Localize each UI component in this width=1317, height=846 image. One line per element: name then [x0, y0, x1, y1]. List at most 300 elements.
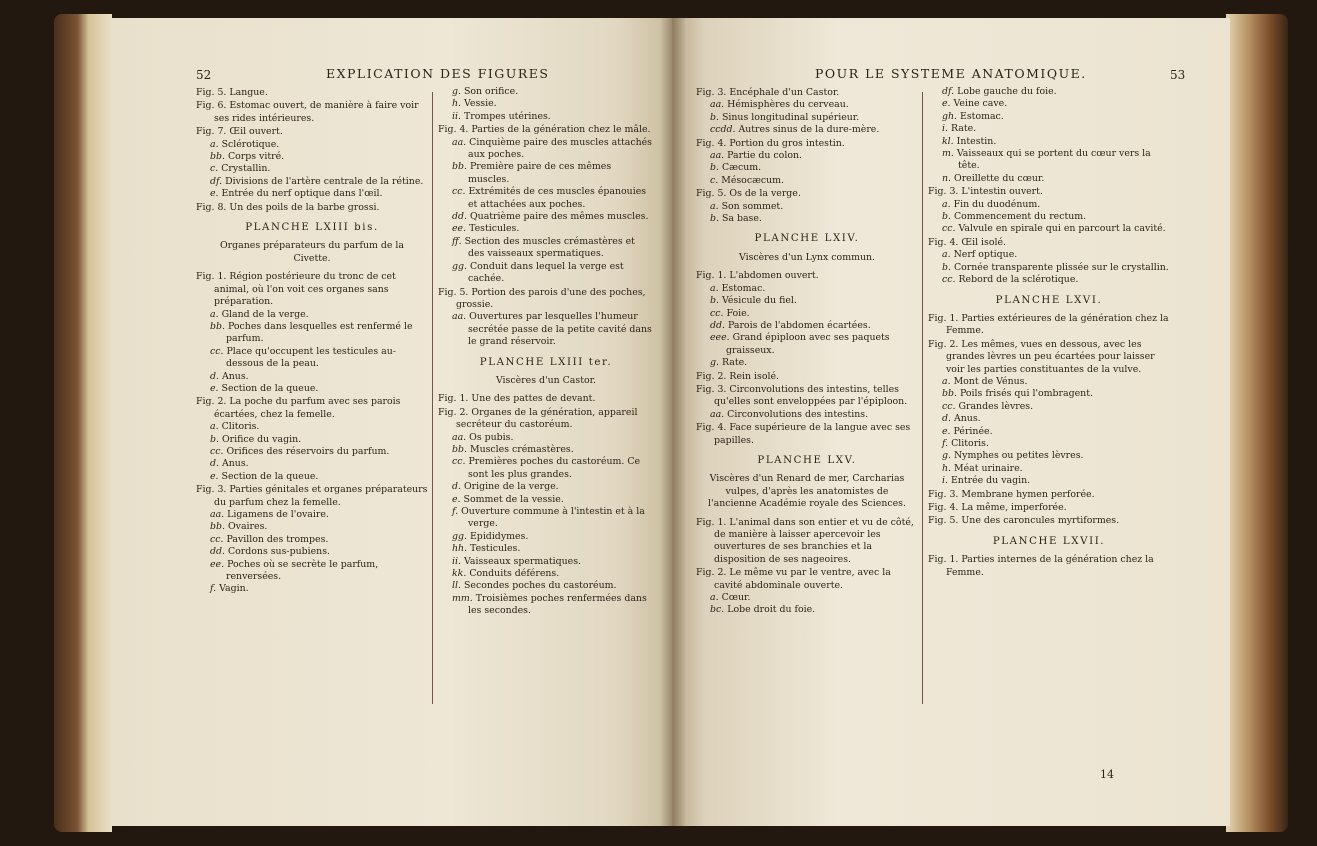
figure-label: Fig. 2. [438, 406, 469, 418]
legend-letter: d. [210, 370, 219, 382]
planche-heading: PLANCHE LXIV. [754, 233, 860, 245]
legend-letter: b. [942, 261, 951, 273]
legend-entry [438, 161, 654, 186]
figure-entry [696, 188, 918, 200]
legend-entry [696, 332, 918, 357]
entry-text: Parois de l'abdomen écartées. [727, 319, 871, 331]
legend-letter: d. [210, 458, 219, 470]
entry-text: Secondes poches du castoréum. [463, 580, 617, 592]
entry-text: Foie. [726, 307, 750, 319]
entry-text: Vésicule du fiel. [721, 295, 797, 307]
legend-letter: i. [942, 123, 948, 135]
entry-text: Partie du colon. [727, 150, 802, 162]
entry-text: Divisions de l'artère centrale de la rétine. [225, 175, 424, 187]
legend-letter: cc. [210, 445, 224, 457]
legend-letter: g. [710, 357, 719, 369]
entry-text: Méat urinaire. [954, 462, 1023, 474]
legend-letter: cc. [942, 400, 956, 412]
legend-letter: a. [210, 138, 219, 150]
entry-text: Cornée transparente plissée sur le crystallin. [953, 261, 1169, 273]
figure-entry [928, 313, 1170, 338]
entry-text: Son orifice. [463, 86, 519, 97]
legend-entry [928, 98, 1170, 110]
book-cover-right [1226, 14, 1288, 832]
legend-entry [438, 223, 654, 235]
legend-letter: cc. [452, 456, 466, 468]
entry-text: Parties internes de la génération chez la Femme. [946, 554, 1154, 578]
legend-letter: a. [942, 198, 951, 210]
entry-text: Pavillon des trompes. [226, 533, 329, 545]
entry-text: Cæcum. [721, 162, 762, 174]
figure-label: Fig. 3. [196, 484, 227, 496]
legend-letter: a. [710, 592, 719, 604]
entry-text: Anus. [221, 458, 249, 470]
planche-heading: PLANCHE LXV. [757, 454, 857, 466]
legend-entry [928, 376, 1170, 388]
legend-entry [696, 604, 918, 616]
legend-entry [696, 320, 918, 332]
legend-letter: ff. [452, 235, 462, 247]
legend-entry [196, 546, 428, 558]
legend-entry [696, 295, 918, 307]
legend-letter: e. [210, 470, 219, 482]
entry-text: Nerf optique. [953, 249, 1018, 261]
legend-entry [928, 199, 1170, 211]
entry-text: Poches où se secrète le parfum, renversées. [226, 558, 379, 583]
legend-entry [696, 124, 918, 136]
planche-heading: PLANCHE LXIII bis. [245, 222, 379, 234]
legend-entry [928, 388, 1170, 400]
figure-entry [438, 407, 654, 432]
entry-text: Veine cave. [953, 98, 1008, 110]
legend-letter: eee. [710, 332, 730, 344]
column-rule [922, 92, 923, 704]
entry-text: Estomac. [721, 282, 766, 294]
entry-text: Parties extérieures de la génération chez la Femme. [946, 312, 1169, 337]
entry-text: Os pubis. [469, 431, 514, 443]
legend-entry [196, 321, 428, 346]
figure-label: Fig. 7. [196, 126, 227, 138]
left-running-head: EXPLICATION DES FIGURES [326, 66, 550, 81]
entry-text: Une des pattes de devant. [471, 393, 596, 405]
entry-text: L'abdomen ouvert. [729, 270, 819, 282]
entry-text: Hémisphères du cerveau. [727, 99, 849, 111]
entry-text: Section de la queue. [221, 470, 319, 482]
figure-entry [696, 567, 918, 592]
figure-entry [196, 271, 428, 308]
entry-text: Valvule en spirale qui en parcourt la cavité. [958, 223, 1166, 235]
right-running-head: POUR LE SYSTEME ANATOMIQUE. [815, 66, 1087, 81]
legend-entry [928, 463, 1170, 475]
legend-entry [438, 236, 654, 261]
legend-entry [196, 471, 428, 483]
figure-entry [438, 393, 654, 405]
entry-text: Orifices des réservoirs du parfum. [226, 445, 390, 457]
entry-text: La poche du parfum avec ses parois écartées, chez la femelle. [214, 396, 401, 420]
planche-heading: PLANCHE LXVII. [992, 535, 1106, 547]
entry-text: Rein isolé. [729, 370, 780, 382]
column-rule [432, 92, 433, 704]
legend-letter: g. [452, 86, 461, 97]
entry-text: Commencement du rectum. [953, 211, 1087, 223]
legend-entry [928, 111, 1170, 123]
planche-heading: PLANCHE LXIII ter. [479, 356, 613, 368]
legend-letter: ee. [452, 223, 467, 235]
planche-intro: Viscères d'un Castor. [495, 374, 597, 386]
entry-text: Organes de la génération, appareil secréteur du castoréum. [456, 406, 638, 431]
entry-text: Vaisseaux qui se portent du cœur vers la tête. [956, 148, 1151, 172]
legend-letter: cc. [210, 345, 224, 357]
entry-text: Son sommet. [721, 200, 784, 212]
figure-label: Fig. 4. [928, 236, 959, 248]
legend-entry [438, 311, 654, 348]
entry-text: Circonvolutions des intestins, telles qu'elles sont enveloppées par l'épiploon. [714, 383, 908, 408]
legend-entry [438, 444, 654, 456]
entry-text: Langue. [229, 87, 268, 98]
legend-letter: hh. [452, 543, 468, 555]
entry-text: Grandes lèvres. [958, 400, 1034, 412]
legend-letter: b. [710, 162, 719, 174]
entry-text: Portion du gros intestin. [729, 137, 845, 149]
entry-text: Oreillette du cœur. [954, 172, 1045, 184]
figure-entry [928, 502, 1170, 514]
figure-label: Fig. 4. [438, 124, 469, 136]
figure-entry [696, 270, 918, 282]
legend-entry [928, 475, 1170, 487]
legend-entry [196, 188, 428, 200]
legend-entry [696, 150, 918, 162]
entry-text: Clitoris. [221, 421, 260, 433]
figure-label: Fig. 5. [696, 188, 727, 200]
legend-letter: f. [452, 506, 459, 517]
legend-entry [196, 139, 428, 151]
figure-entry [196, 100, 428, 125]
legend-entry [696, 283, 918, 295]
entry-text: Œil isolé. [961, 236, 1007, 248]
legend-letter: gh. [942, 110, 958, 122]
legend-entry [928, 262, 1170, 274]
figure-label: Fig. 4. [696, 137, 727, 149]
legend-letter: ccdd. [710, 124, 736, 136]
legend-letter: b. [210, 433, 219, 445]
legend-entry [196, 446, 428, 458]
figure-entry [696, 87, 918, 99]
planche-intro: Organes préparateurs du parfum de la Civette. [219, 240, 405, 264]
legend-entry [928, 450, 1170, 462]
figure-entry [928, 489, 1170, 501]
legend-entry [196, 371, 428, 383]
figure-label: Fig. 1. [928, 312, 959, 324]
legend-entry [928, 401, 1170, 413]
legend-entry [438, 481, 654, 493]
entry-text: L'animal dans son entier et vu de côté, de manière à laisser apercevoir les ouvertures de ses branchies et la disposition de ses nageoires. [714, 516, 914, 565]
entry-text: Anus. [221, 370, 249, 382]
legend-entry [438, 261, 654, 286]
entry-text: Lobe gauche du foie. [957, 86, 1057, 97]
figure-label: Fig. 1. [696, 270, 727, 282]
entry-text: Rebord de la sclérotique. [958, 274, 1079, 286]
entry-text: Testicules. [470, 543, 521, 555]
legend-letter: mm. [452, 592, 473, 604]
figure-label: Fig. 3. [696, 383, 727, 395]
legend-letter: cc. [942, 274, 956, 286]
entry-text: Membrane hymen perforée. [961, 488, 1095, 500]
legend-letter: bb. [210, 320, 225, 332]
legend-letter: bb. [452, 443, 467, 455]
planche-heading: PLANCHE LXVI. [995, 294, 1103, 306]
legend-letter: e. [210, 382, 219, 394]
figure-label: Fig. 3. [696, 87, 727, 98]
planche-intro: Viscères d'un Lynx commun. [738, 251, 876, 263]
entry-text: Nymphes ou petites lèvres. [953, 450, 1084, 462]
entry-text: Face supérieure de la langue avec ses papilles. [714, 422, 911, 446]
entry-text: Cordons sus-pubiens. [227, 546, 330, 558]
entry-text: Ouverture commune à l'intestin et à la verge. [461, 506, 645, 530]
entry-text: Epididymes. [469, 530, 529, 542]
legend-letter: cc. [710, 307, 724, 319]
figure-label: Fig. 2. [696, 370, 727, 382]
legend-entry [438, 111, 654, 123]
legend-letter: aa. [452, 311, 467, 323]
legend-entry [696, 112, 918, 124]
left-column-2 [438, 86, 654, 618]
legend-letter: b. [710, 111, 719, 123]
legend-letter: a. [210, 421, 219, 433]
legend-entry [928, 148, 1170, 173]
entry-text: Parties génitales et organes préparateurs du parfum chez la femelle. [214, 484, 428, 508]
legend-entry [196, 559, 428, 584]
legend-entry [438, 456, 654, 481]
entry-text: Fin du duodénum. [953, 198, 1041, 210]
entry-text: Vagin. [219, 583, 249, 595]
figure-label: Fig. 3. [928, 186, 959, 198]
legend-letter: d. [452, 481, 461, 493]
legend-entry [438, 494, 654, 506]
legend-entry [196, 346, 428, 371]
legend-entry [696, 409, 918, 421]
legend-entry [196, 434, 428, 446]
entry-text: Mont de Vénus. [953, 375, 1028, 387]
legend-letter: a. [942, 249, 951, 261]
legend-letter: a. [710, 200, 719, 212]
legend-letter: gg. [452, 260, 467, 272]
figure-label: Fig. 5. [438, 286, 469, 298]
legend-letter: n. [942, 172, 952, 184]
legend-entry [696, 592, 918, 604]
entry-text: Conduits déférens. [469, 568, 560, 580]
figure-entry [928, 186, 1170, 198]
entry-text: Rate. [721, 357, 748, 369]
legend-letter: dd. [452, 211, 467, 223]
entry-text: Le même vu par le ventre, avec la cavité abdominale ouverte. [714, 567, 891, 591]
legend-letter: e. [210, 188, 219, 200]
entry-text: Testicules. [469, 223, 520, 235]
entry-text: Mésocæcum. [721, 174, 785, 186]
figure-entry [196, 396, 428, 421]
legend-entry [438, 186, 654, 211]
signature-mark: 14 [1100, 768, 1114, 781]
entry-text: Cœur. [721, 592, 751, 604]
legend-letter: bc. [710, 604, 725, 616]
legend-letter: b. [710, 295, 719, 307]
legend-entry [696, 201, 918, 213]
legend-entry [696, 175, 918, 187]
legend-letter: aa. [452, 136, 467, 148]
left-column-1 [196, 86, 428, 596]
entry-text: Ligamens de l'ovaire. [227, 509, 329, 520]
entry-text: Extrémités de ces muscles épanouies et attachées aux poches. [468, 186, 647, 210]
entry-text: Premières poches du castoréum. Ce sont les plus grandes. [468, 456, 641, 480]
legend-letter: a. [710, 282, 719, 294]
entry-text: Première paire de ces mêmes muscles. [468, 161, 612, 185]
figure-entry [196, 126, 428, 138]
figure-label: Fig. 8. [196, 201, 227, 213]
legend-letter: aa. [210, 509, 225, 520]
legend-letter: c. [210, 163, 219, 175]
entry-text: Clitoris. [951, 437, 989, 449]
legend-letter: df. [942, 86, 955, 97]
legend-entry [438, 568, 654, 580]
figure-label: Fig. 5. [928, 515, 959, 527]
legend-letter: bb. [452, 161, 467, 173]
entry-text: Lobe droit du foie. [727, 604, 816, 616]
entry-text: Grand épiploon avec ses paquets graisseux. [726, 332, 890, 356]
legend-entry [928, 211, 1170, 223]
figure-entry [696, 517, 918, 567]
legend-letter: a. [210, 308, 219, 320]
figure-entry [438, 287, 654, 312]
legend-entry [438, 432, 654, 444]
figure-label: Fig. 2. [196, 396, 227, 408]
entry-text: Estomac ouvert, de manière à faire voir ses rides intérieures. [214, 100, 419, 124]
figure-entry [696, 371, 918, 383]
right-page-number: 53 [1170, 68, 1186, 82]
legend-entry [928, 426, 1170, 438]
figure-label: Fig. 2. [928, 338, 959, 350]
legend-entry [196, 521, 428, 533]
figure-label: Fig. 1. [696, 516, 727, 528]
entry-text: Parties de la génération chez le mâle. [471, 124, 651, 136]
legend-letter: bb. [942, 388, 957, 400]
legend-entry [928, 173, 1170, 185]
entry-text: Circonvolutions des intestins. [727, 408, 869, 420]
entry-text: Rate. [950, 123, 977, 135]
figure-label: Fig. 1. [438, 393, 469, 405]
legend-entry [196, 509, 428, 521]
entry-text: Les mêmes, vues en dessous, avec les grandes lèvres un peu écartées pour laisser voir les parties constituantes de la vulve. [946, 338, 1155, 375]
entry-text: Ouvertures par lesquelles l'humeur secrétée passe de la petite cavité dans le grand réservoir. [468, 311, 652, 348]
legend-letter: aa. [710, 408, 725, 420]
legend-letter: dd. [210, 546, 225, 558]
entry-text: Trompes utérines. [463, 110, 551, 122]
legend-letter: h. [942, 462, 952, 474]
legend-entry [438, 593, 654, 618]
entry-text: Poils frisés qui l'ombragent. [959, 388, 1093, 400]
legend-entry [438, 531, 654, 543]
entry-text: Vessie. [464, 98, 497, 110]
legend-entry [196, 176, 428, 188]
entry-text: Sommet de la vessie. [463, 493, 564, 505]
entry-text: Quatrième paire des mêmes muscles. [469, 211, 649, 223]
legend-entry [438, 556, 654, 568]
entry-text: Encéphale d'un Castor. [729, 87, 840, 98]
legend-letter: df. [210, 175, 223, 187]
book-cover-left [54, 14, 112, 832]
entry-text: Section de la queue. [221, 382, 319, 394]
figure-label: Fig. 1. [928, 554, 959, 566]
entry-text: Conduit dans lequel la verge est cachée. [468, 260, 624, 285]
legend-entry [928, 438, 1170, 450]
entry-text: Vaisseaux spermatiques. [463, 555, 581, 567]
entry-text: Estomac. [960, 110, 1004, 122]
legend-letter: e. [942, 98, 951, 110]
figure-label: Fig. 3. [928, 488, 959, 500]
entry-text: Entrée du nerf optique dans l'œil. [221, 188, 383, 200]
figure-label: Fig. 5. [196, 87, 227, 98]
planche-intro: Viscères d'un Renard de mer, Carcharias vulpes, d'après les anatomistes de l'ancienne Académie royale des Sciences. [708, 473, 906, 510]
legend-entry [696, 162, 918, 174]
legend-entry [928, 413, 1170, 425]
legend-letter: aa. [452, 431, 467, 443]
entry-text: Une des caroncules myrtiformes. [961, 515, 1120, 527]
entry-text: Crystallin. [221, 163, 271, 175]
legend-letter: i. [942, 475, 948, 487]
entry-text: Origine de la verge. [463, 481, 559, 493]
legend-entry [928, 136, 1170, 148]
legend-entry [438, 211, 654, 223]
entry-text: Gland de la verge. [221, 308, 309, 320]
figure-entry [196, 202, 428, 214]
entry-text: Poches dans lesquelles est renfermé le parfum. [226, 320, 413, 345]
legend-letter: dd. [710, 319, 725, 331]
figure-entry [928, 515, 1170, 527]
legend-entry [696, 213, 918, 225]
entry-text: Sinus longitudinal supérieur. [721, 111, 860, 123]
figure-entry [928, 554, 1170, 579]
legend-entry [196, 534, 428, 546]
legend-letter: cc. [452, 186, 466, 198]
legend-letter: gg. [452, 530, 467, 542]
legend-letter: ll. [452, 580, 461, 592]
legend-entry [928, 123, 1170, 135]
entry-text: Portion des parois d'une des poches, grossie. [456, 286, 646, 310]
legend-entry [438, 98, 654, 110]
entry-text: Troisièmes poches renfermées dans les secondes. [468, 592, 647, 617]
entry-text: Un des poils de la barbe grossi. [229, 201, 380, 213]
entry-text: Section des muscles crémastères et des vaisseaux spermatiques. [464, 235, 635, 260]
legend-letter: b. [710, 213, 719, 225]
right-column-1 [696, 86, 918, 617]
entry-text: Sclérotique. [221, 138, 280, 150]
entry-text: La même, imperforée. [961, 502, 1067, 513]
entry-text: L'intestin ouvert. [961, 186, 1043, 198]
entry-text: Ovaires. [227, 521, 268, 533]
entry-text: Corps vitré. [227, 151, 285, 163]
legend-letter: ii. [452, 110, 461, 122]
figure-label: Fig. 6. [196, 100, 227, 112]
entry-text: Orifice du vagin. [221, 433, 302, 445]
legend-entry [928, 249, 1170, 261]
legend-letter: kk. [452, 568, 467, 580]
entry-text: Entrée du vagin. [950, 475, 1031, 487]
entry-text: Périnée. [953, 425, 993, 437]
legend-entry [696, 308, 918, 320]
figure-entry [696, 138, 918, 150]
legend-letter: g. [942, 450, 951, 462]
figure-label: Fig. 4. [696, 422, 727, 434]
legend-letter: bb. [210, 151, 225, 163]
legend-entry [196, 458, 428, 470]
